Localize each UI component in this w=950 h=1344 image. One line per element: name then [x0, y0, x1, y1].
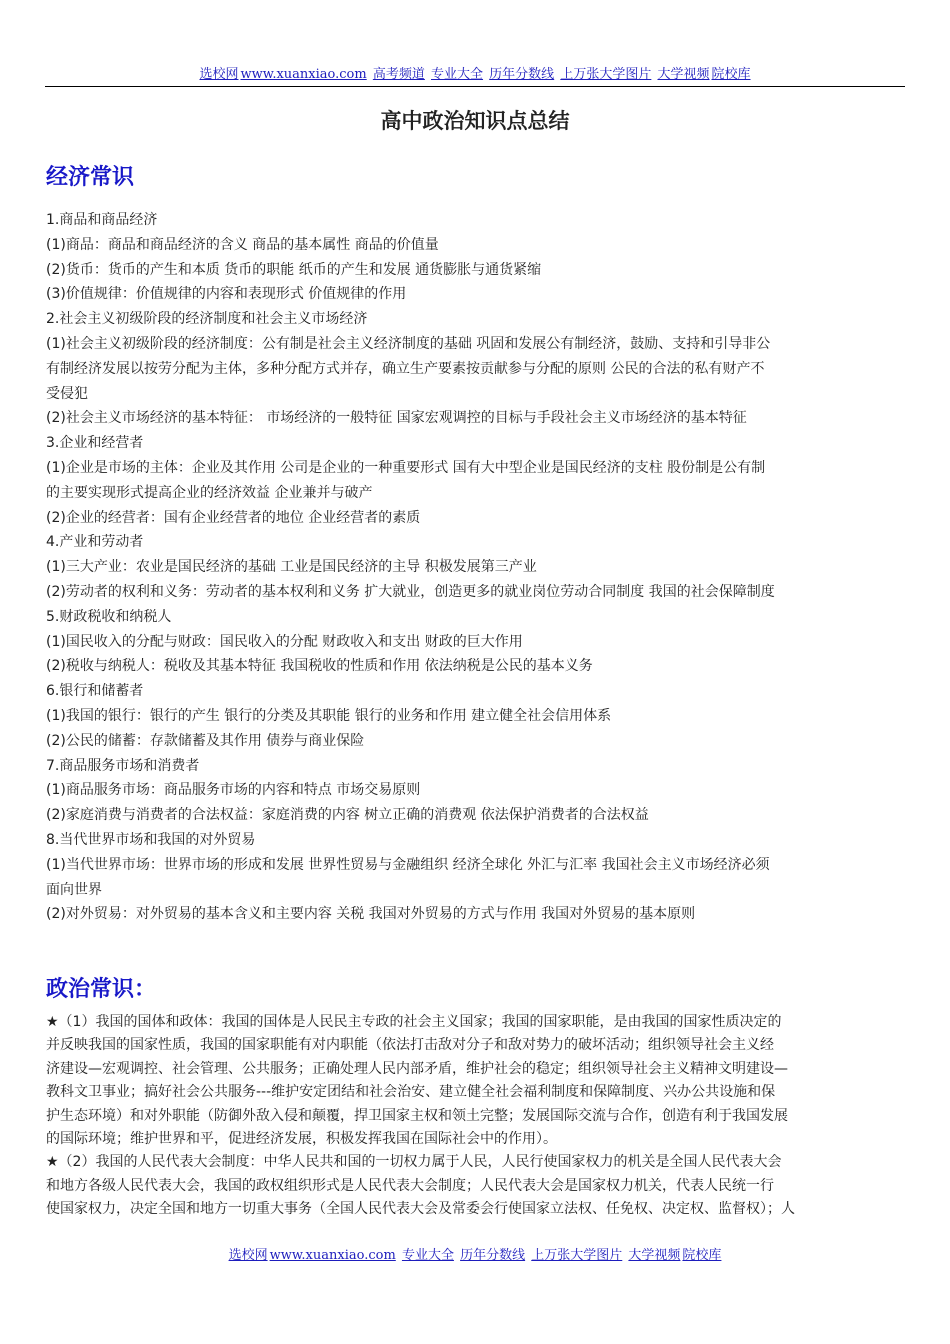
text-line: (2)公民的储蓄：存款储蓄及其作用 债券与商业保险	[46, 732, 365, 749]
text-line: (2)对外贸易：对外贸易的基本含义和主要内容 关税 我国对外贸易的方式与作用 我国对外贸易的基本原则	[46, 906, 696, 923]
footer-link-colleges[interactable]: 院校库	[682, 1248, 722, 1263]
text-line: 3.企业和经营者	[46, 435, 144, 452]
nav-link-scores[interactable]: 历年分数线	[489, 67, 555, 82]
text-line: (1)当代世界市场：世界市场的形成和发展 世界性贸易与金融组织 经济全球化 外汇与汇率 我国社会主义市场经济必须	[46, 856, 770, 873]
footer-link-photos[interactable]: 上万张大学图片	[531, 1248, 623, 1263]
header-divider	[45, 86, 905, 87]
text-line: ★（2）我国的人民代表大会制度：中华人民共和国的一切权力属于人民，人民行使国家权力的机关是全国人民代表大会	[46, 1154, 782, 1171]
footer-link-xuanxiao[interactable]: 选校网	[228, 1248, 268, 1263]
footer-link-majors[interactable]: 专业大全	[401, 1248, 454, 1263]
section-heading-politics: 政治常识：	[46, 977, 157, 1002]
nav-link-colleges[interactable]: 院校库	[711, 67, 751, 82]
text-line: ★（1）我国的国体和政体：我国的国体是人民民主专政的社会主义国家；我国的国家职能，是由我国的国家性质决定的	[46, 1014, 782, 1030]
text-line: 使国家权力，决定全国和地方一切重大事务（全国人民代表大会及常委会行使国家立法权、任免权、决定权、监督权）；人	[46, 1201, 795, 1218]
nav-link-gaokao[interactable]: 高考频道	[372, 67, 425, 82]
nav-link-majors[interactable]: 专业大全	[431, 67, 484, 82]
text-line: 的主要实现形式提高企业的经济效益 企业兼并与破产	[46, 484, 373, 501]
text-line: (1)三大产业：农业是国民经济的基础 工业是国民经济的主导 积极发展第三产业	[46, 559, 537, 576]
text-line: 6.银行和储蓄者	[46, 683, 144, 700]
text-line: (1)社会主义初级阶段的经济制度：公有制是社会主义经济制度的基础 巩固和发展公有制经济，鼓励、支持和引导非公	[46, 335, 771, 352]
text-line: 5.财政税收和纳税人	[46, 608, 172, 625]
nav-link-xuanxiao[interactable]: 选校网	[199, 67, 239, 82]
text-line: (2)企业的经营者：国有企业经营者的地位 企业经营者的素质	[46, 509, 421, 526]
header-nav	[0, 66, 950, 84]
text-line: 8.当代世界市场和我国的对外贸易	[46, 831, 256, 848]
text-line: 受侵犯	[46, 385, 88, 402]
text-line: 有制经济发展以按劳分配为主体，多种分配方式并存，确立生产要素按贡献参与分配的原则 公民的合法的私有财产不	[46, 360, 765, 377]
text-line: (2)劳动者的权利和义务：劳动者的基本权利和义务 扩大就业，创造更多的就业岗位劳动合同制度 我国的社会保障制度	[46, 583, 775, 600]
text-line: (1)国民收入的分配与财政：国民收入的分配 财政收入和支出 财政的巨大作用	[46, 633, 523, 650]
text-line: 7.商品服务市场和消费者	[46, 757, 200, 774]
footer-link-site-url[interactable]: www.xuanxiao.com	[269, 1248, 396, 1263]
nav-link-photos[interactable]: 上万张大学图片	[560, 67, 652, 82]
text-line: (1)商品：商品和商品经济的含义 商品的基本属性 商品的价值量	[46, 236, 439, 253]
text-line: 教科文卫事业；搞好社会公共服务---维护安定团结和社会治安、建立健全社会福利制度和保障制度、兴办公共设施和保	[46, 1084, 776, 1101]
text-line: 和地方各级人民代表大会，我国的政权组织形式是人民代表大会制度；人民代表大会是国家权力机关，代表人民统一行	[46, 1177, 774, 1194]
text-line: 4.产业和劳动者	[46, 534, 144, 551]
text-line: (2)社会主义市场经济的基本特征： 市场经济的一般特征 国家宏观调控的目标与手段社会主义市场经济的基本特征	[46, 410, 747, 427]
text-line: 护生态环境）和对外职能（防御外敌入侵和颠覆，捍卫国家主权和领土完整；发展国际交流与合作，创造有利于我国发展	[46, 1107, 788, 1124]
nav-link-site-url[interactable]: www.xuanxiao.com	[240, 67, 367, 82]
text-line: 1.商品和商品经济	[46, 212, 158, 228]
text-line: 2.社会主义初级阶段的经济制度和社会主义市场经济	[46, 311, 368, 328]
page-title: 高中政治知识点总结	[380, 109, 570, 133]
text-line: 济建设—宏观调控、社会管理、公共服务；正确处理人民内部矛盾，维护社会的稳定；组织领导社会主义精神文明建设—	[46, 1060, 788, 1077]
footer-link-videos[interactable]: 大学视频	[628, 1248, 681, 1263]
text-line: 并反映我国的国家性质，我国的国家职能有对内职能（依法打击敌对分子和敌对势力的破坏活动；组织领导社会主义经	[46, 1037, 774, 1054]
text-line: (3)价值规律：价值规律的内容和表现形式 价值规律的作用	[46, 286, 407, 303]
text-line: 的国际环境；维护世界和平，促进经济发展，积极发挥我国在国际社会中的作用）。	[46, 1131, 557, 1148]
text-line: (2)货币：货币的产生和本质 货币的职能 纸币的产生和发展 通货膨胀与通货紧缩	[46, 261, 542, 278]
section-heading-economics: 经济常识	[46, 165, 135, 190]
footer-nav	[0, 1247, 950, 1265]
text-line: (1)我国的银行：银行的产生 银行的分类及其职能 银行的业务和作用 建立健全社会信用体系	[46, 707, 612, 724]
footer-link-scores[interactable]: 历年分数线	[460, 1248, 526, 1263]
text-line: (2)家庭消费与消费者的合法权益：家庭消费的内容 树立正确的消费观 依法保护消费者的合法权益	[46, 807, 649, 824]
text-line: (1)商品服务市场：商品服务市场的内容和特点 市场交易原则	[46, 782, 421, 799]
text-line: (2)税收与纳税人：税收及其基本特征 我国税收的性质和作用 依法纳税是公民的基本义务	[46, 658, 593, 675]
section-politics-body	[46, 1011, 906, 1222]
section-economics-body	[46, 208, 906, 927]
text-line: (1)企业是市场的主体：企业及其作用 公司是企业的一种重要形式 国有大中型企业是国民经济的支柱 股份制是公有制	[46, 459, 766, 476]
nav-link-videos[interactable]: 大学视频	[657, 67, 710, 82]
text-line: 面向世界	[46, 881, 102, 898]
